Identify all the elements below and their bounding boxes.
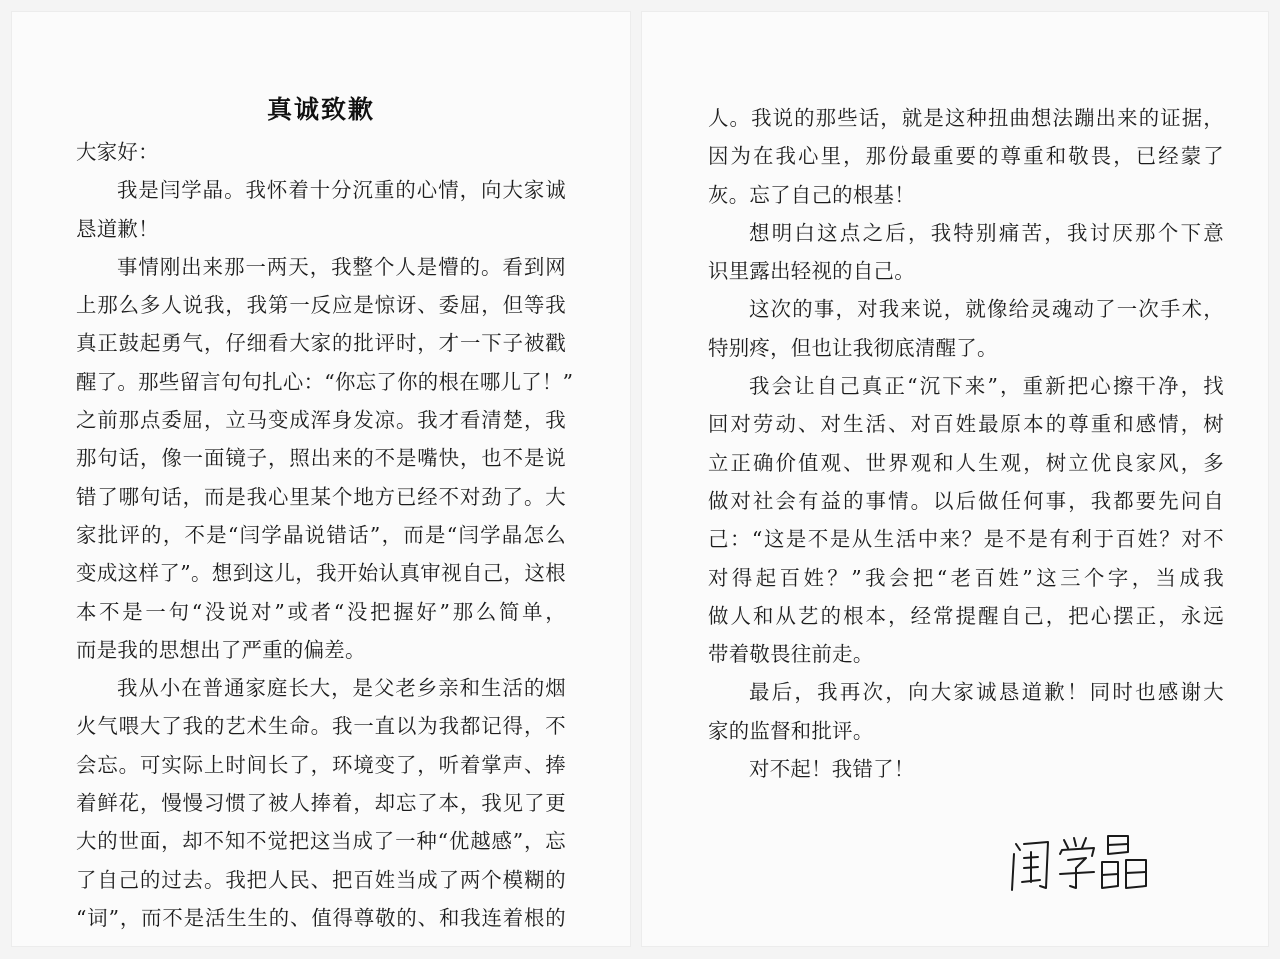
text-line: 那句话，像一面镜子，照出来的不是嘴快，也不是说 xyxy=(76,446,566,471)
text-line: 家批评的，不是“闫学晶说错话”，而是“闫学晶怎么 xyxy=(76,522,566,547)
text-line: 我从小在普通家庭长大，是父老乡亲和生活的烟 xyxy=(117,676,566,701)
document-title: 真诚致歉 xyxy=(266,95,375,124)
text-line: 我是闫学晶。我怀着十分沉重的心情，向大家诚 xyxy=(117,178,566,203)
text-line: 了自己的过去。我把人民、把百姓当成了两个模糊的 xyxy=(76,867,566,892)
text-line: 家的监督和批评。 xyxy=(708,718,874,743)
text-line: 因为在我心里，那份最重要的尊重和敬畏，已经蒙了 xyxy=(708,144,1224,169)
text-line: 会忘。可实际上时间长了，环境变了，听着掌声、捧 xyxy=(76,752,566,777)
text-line: 对不起！我错了！ xyxy=(749,757,915,782)
text-line: 回对劳动、对生活、对百姓最原本的尊重和感情，树 xyxy=(708,412,1224,437)
text-line: 上那么多人说我，我第一反应是惊讶、委屈，但等我 xyxy=(76,293,566,318)
text-line: 错了哪句话，而是我心里某个地方已经不对劲了。大 xyxy=(76,484,566,509)
text-line: 而是我的思想出了严重的偏差。 xyxy=(76,637,366,662)
text-line: 人。我说的那些话，就是这种扭曲想法蹦出来的证据， xyxy=(708,106,1224,130)
text-line: 醒了。那些留言句句扎心：“你忘了你的根在哪儿了！” xyxy=(76,369,574,394)
text-line: 这次的事，对我来说，就像给灵魂动了一次手术， xyxy=(749,297,1224,322)
left-page xyxy=(12,12,630,946)
text-line: 变成这样了”。想到这儿，我开始认真审视自己，这根 xyxy=(76,561,566,586)
text-line: 对得起百姓？”我会把“老百姓”这三个字，当成我 xyxy=(708,565,1224,590)
text-line: 大的世面，却不知不觉把这当成了一种“优越感”，忘 xyxy=(76,829,566,854)
right-page-body xyxy=(708,99,1224,788)
text-line: 之前那点委屈，立马变成浑身发凉。我才看清楚，我 xyxy=(76,408,566,433)
text-line: 最后，我再次，向大家诚恳道歉！同时也感谢大 xyxy=(749,680,1224,705)
text-line: 做人和从艺的根本，经常提醒自己，把心摆正，永远 xyxy=(708,603,1224,628)
text-line: 真正鼓起勇气，仔细看大家的批评时，才一下子被戳 xyxy=(76,331,566,356)
text-line: 己：“这是不是从生活中来？是不是有利于百姓？对不 xyxy=(708,527,1224,552)
text-line: 我会让自己真正“沉下来”，重新把心擦干净，找 xyxy=(749,374,1224,399)
text-line: 带着敬畏往前走。 xyxy=(708,642,874,667)
text-line: 着鲜花，慢慢习惯了被人捧着，却忘了本，我见了更 xyxy=(76,791,566,816)
text-line: 想明白这点之后，我特别痛苦，我讨厌那个下意 xyxy=(749,220,1224,245)
text-line: 灰。忘了自己的根基！ xyxy=(708,182,915,207)
text-line: 事情刚出来那一两天，我整个人是懵的。看到网 xyxy=(117,254,566,279)
text-line: 大家好： xyxy=(76,140,159,164)
text-line: 识里露出轻视的自己。 xyxy=(708,259,915,284)
right-page xyxy=(642,12,1268,946)
text-line: 特别疼，但也让我彻底清醒了。 xyxy=(708,335,998,360)
text-line: 本不是一句“没说对”或者“没把握好”那么简单， xyxy=(76,599,566,624)
handwritten-signature xyxy=(1002,830,1162,902)
text-line: 做对社会有益的事情。以后做任何事，我都要先问自 xyxy=(708,488,1224,513)
text-line: 恳道歉！ xyxy=(76,216,159,241)
text-line: “词”，而不是活生生的、值得尊敬的、和我连着根的 xyxy=(76,905,566,930)
text-line: 火气喂大了我的艺术生命。我一直以为我都记得，不 xyxy=(76,714,566,739)
left-page-body xyxy=(76,133,574,937)
text-line: 立正确价值观、世界观和人生观，树立优良家风，多 xyxy=(708,450,1224,475)
